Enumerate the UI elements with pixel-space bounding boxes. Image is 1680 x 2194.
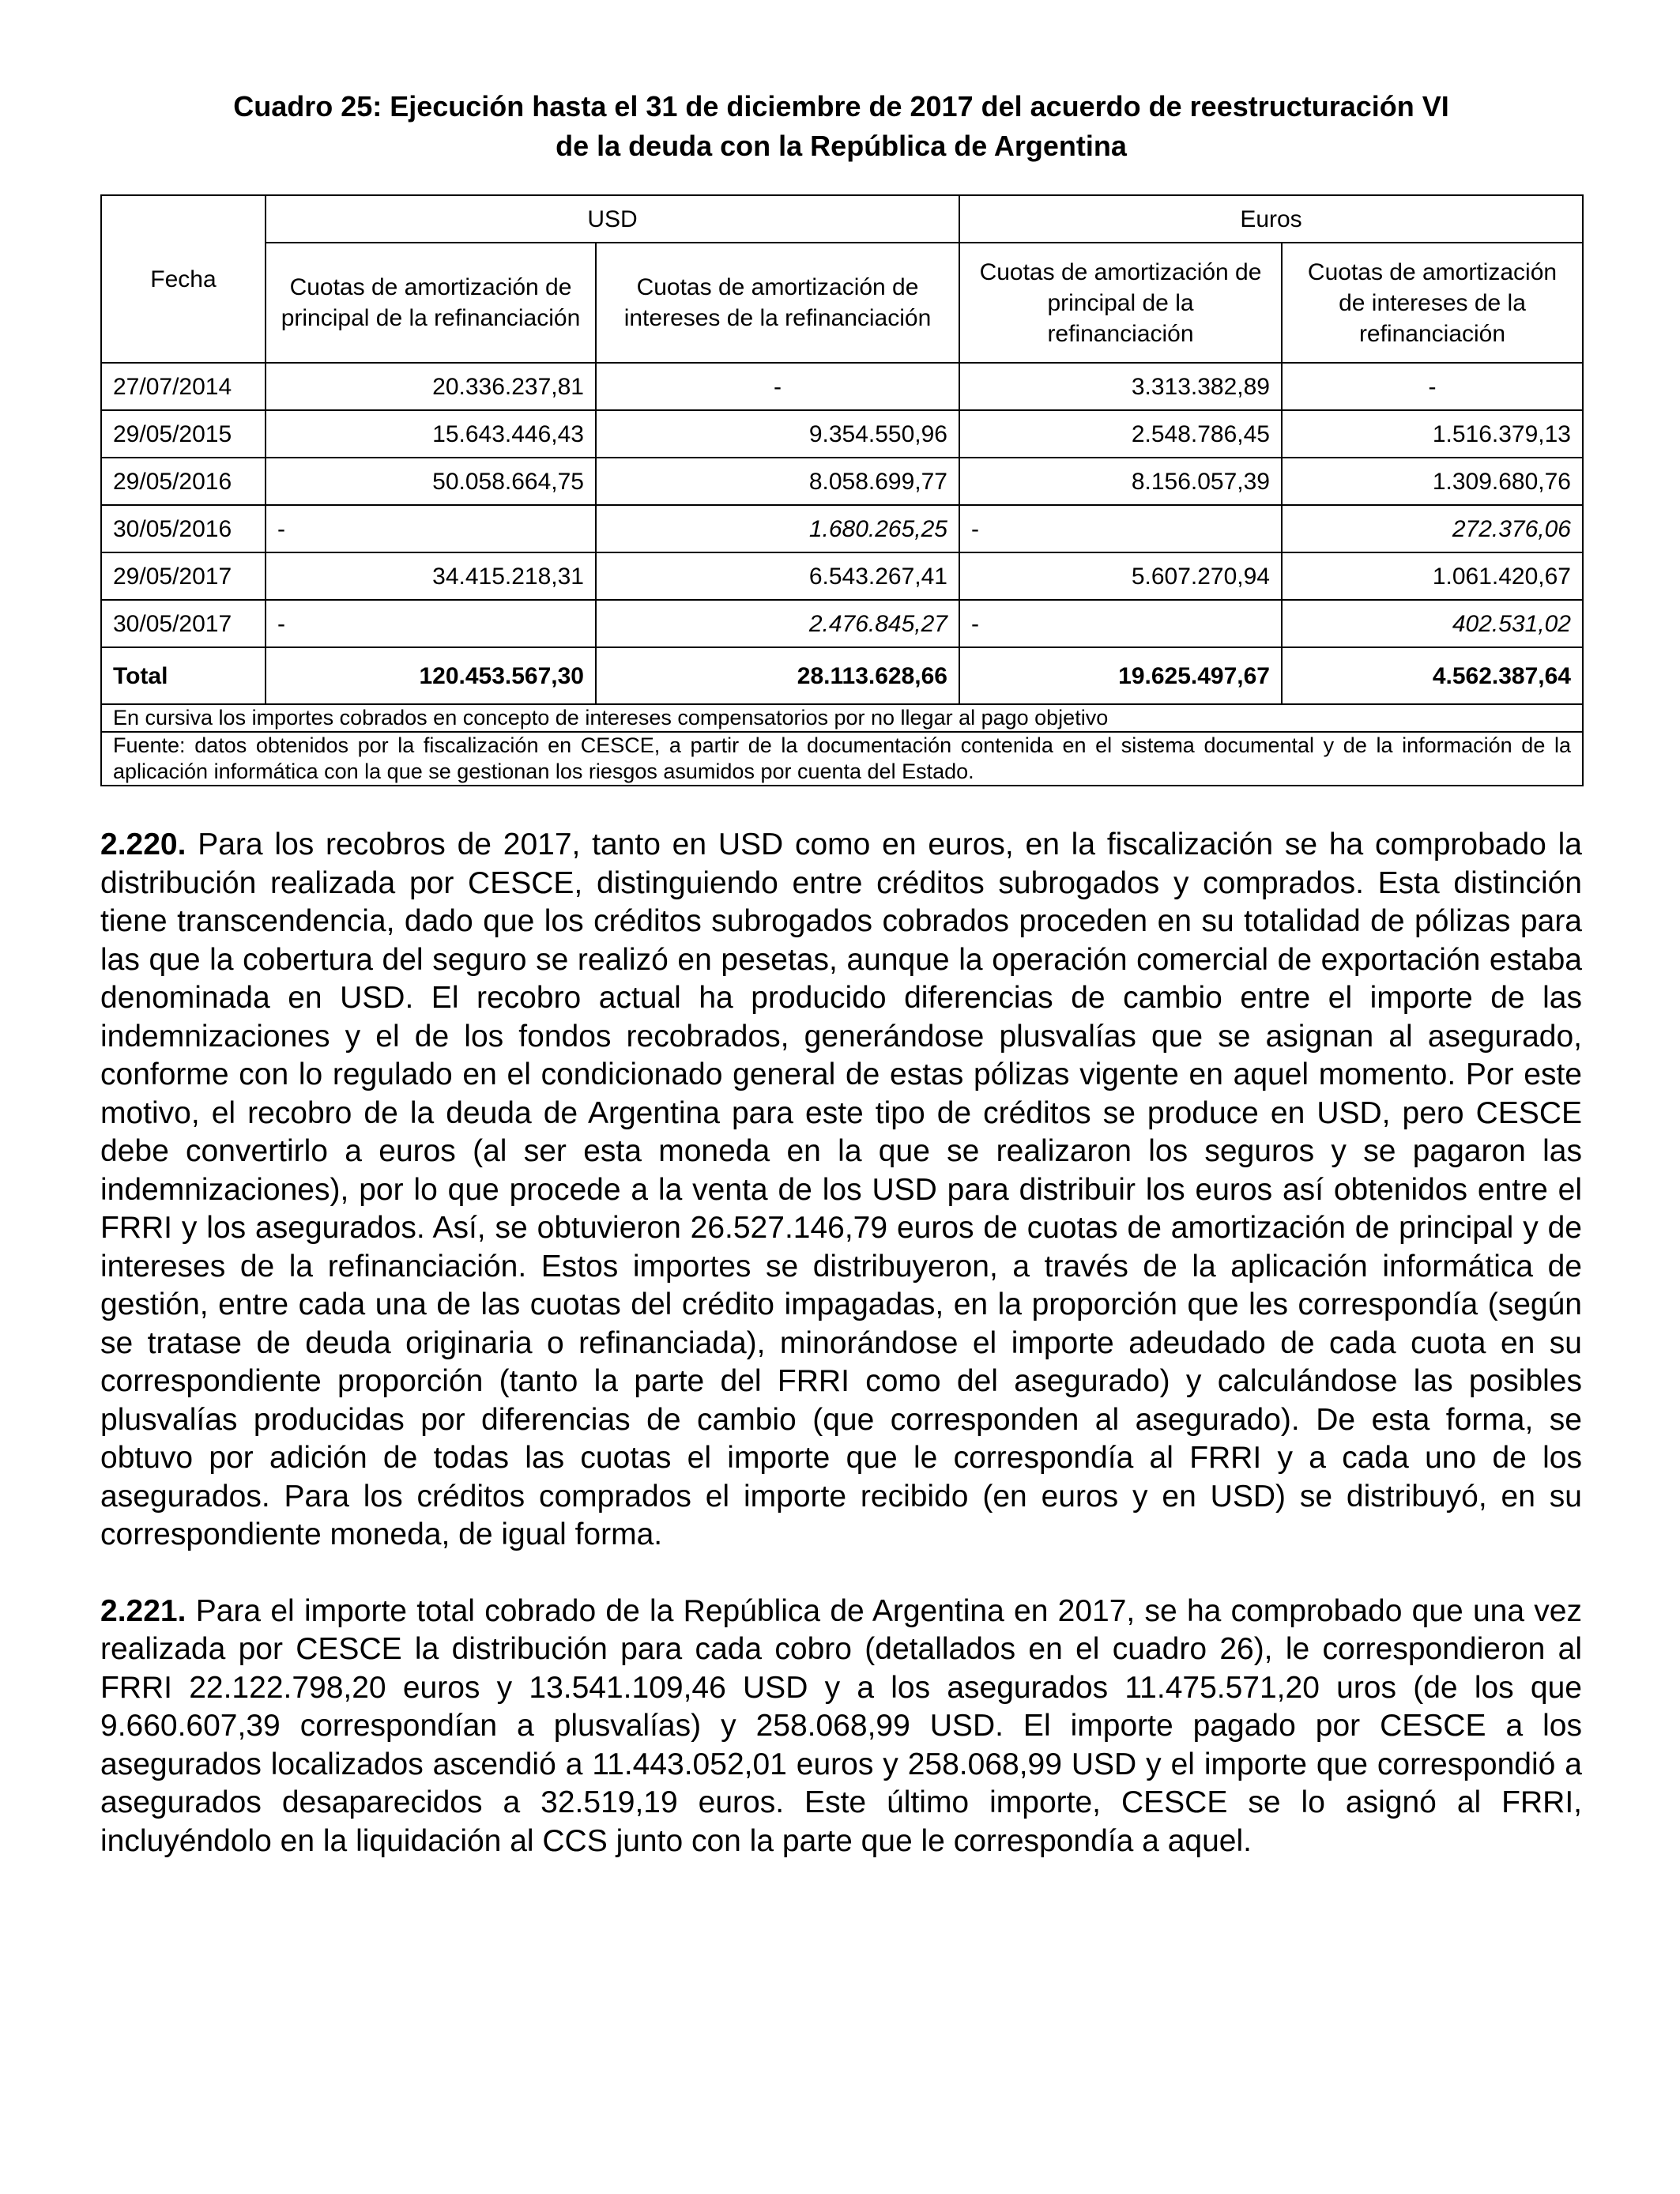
- total-usd-principal: 120.453.567,30: [266, 647, 596, 704]
- cell-euros-intereses: 272.376,06: [1282, 505, 1583, 552]
- table-source: Fuente: datos obtenidos por la fiscalización en CESCE, a partir de la documentación contenida en el sistema documental y de la información de la aplicación informática con la que se gestionan los riesgos asumidos por cuenta del Estado.: [101, 732, 1583, 786]
- table-row: [101, 505, 1583, 552]
- cell-euros-intereses: 1.309.680,76: [1282, 458, 1583, 505]
- header-usd-intereses: Cuotas de amortización de intereses de la refinanciación: [596, 243, 959, 363]
- header-group-usd: USD: [266, 195, 959, 243]
- cell-usd-intereses: 6.543.267,41: [596, 552, 959, 600]
- cell-usd-principal: -: [266, 505, 596, 552]
- document-page: [100, 87, 1582, 1860]
- cell-usd-intereses: 8.058.699,77: [596, 458, 959, 505]
- cell-euros-principal: -: [959, 505, 1282, 552]
- table-row: [101, 552, 1583, 600]
- cell-fecha: 27/07/2014: [101, 363, 266, 410]
- cell-usd-intereses: 1.680.265,25: [596, 505, 959, 552]
- total-euros-principal: 19.625.497,67: [959, 647, 1282, 704]
- cell-euros-intereses: 1.061.420,67: [1282, 552, 1583, 600]
- paragraph-number: 2.221.: [100, 1593, 186, 1628]
- cell-fecha: 30/05/2017: [101, 600, 266, 647]
- title-line-2: de la deuda con la República de Argentina: [556, 130, 1127, 162]
- cell-usd-principal: 34.415.218,31: [266, 552, 596, 600]
- source-row: [101, 732, 1583, 786]
- total-euros-intereses: 4.562.387,64: [1282, 647, 1583, 704]
- title-line-1: Cuadro 25: Ejecución hasta el 31 de diciembre de 2017 del acuerdo de reestructuración VI: [233, 90, 1449, 123]
- cell-usd-principal: -: [266, 600, 596, 647]
- table-row: [101, 410, 1583, 458]
- header-fecha: Fecha: [101, 195, 266, 363]
- cell-usd-intereses: -: [596, 363, 959, 410]
- cell-fecha: 29/05/2015: [101, 410, 266, 458]
- cell-usd-principal: 50.058.664,75: [266, 458, 596, 505]
- cell-euros-principal: 8.156.057,39: [959, 458, 1282, 505]
- total-usd-intereses: 28.113.628,66: [596, 647, 959, 704]
- cell-euros-principal: 2.548.786,45: [959, 410, 1282, 458]
- header-group-euros: Euros: [959, 195, 1583, 243]
- table-row: [101, 363, 1583, 410]
- header-euros-principal: Cuotas de amortización de principal de la refinanciación: [959, 243, 1282, 363]
- note-row: [101, 704, 1583, 732]
- cell-usd-principal: 15.643.446,43: [266, 410, 596, 458]
- cell-fecha: 29/05/2017: [101, 552, 266, 600]
- header-euros-intereses: Cuotas de amortización de intereses de la refinanciación: [1282, 243, 1583, 363]
- cell-euros-intereses: -: [1282, 363, 1583, 410]
- paragraph-text: Para los recobros de 2017, tanto en USD como en euros, en la fiscalización se ha comprobado la distribución realizada por CESCE, distinguiendo entre créditos subrogados y comprados. Esta distinción tiene transcendencia, dado que los créditos subrogados cobrados proceden en su totalidad de pólizas para las que la cobertura del seguro se realizó en pesetas, aunque la operación comercial de exportación estaba denominada en USD. El recobro actual ha producido diferencias de cambio entre el importe de las indemnizaciones y el de los fondos recobrados, generándose plusvalías que se asignan al asegurado, conforme con lo regulado en el condicionado general de estas pólizas vigente en aquel momento. Por este motivo, el recobro de la deuda de Argentina para este tipo de créditos se produce en USD, pero CESCE debe convertirlo a euros (al ser esta moneda en la que se realizaron los seguros y se pagaron las indemnizaciones), por lo que procede a la venta de los USD para distribuir los euros así obtenidos entre el FRRI y los asegurados. Así, se obtuvieron 26.527.146,79 euros de cuotas de amortización de principal y de intereses de la refinanciación. Estos importes se distribuyeron, a través de la aplicación informática de gestión, entre cada una de las cuotas del crédito impagadas, en la proporción que les correspondía (según se tratase de deuda originaria o refinanciada), minorándose el importe adeudado de cada cuota en su correspondiente proporción (tanto la parte del FRRI como del asegurado) y calculándose las posibles plusvalías producidas por diferencias de cambio (que corresponden al asegurado). De esta forma, se obtuvo por adición de todas las cuotas el importe que le correspondía al FRRI y a cada uno de los asegurados. Para los créditos comprados el importe recibido (en euros y en USD) se distribuyó, en su correspondiente moneda, de igual forma.: [100, 827, 1582, 1551]
- total-label: Total: [101, 647, 266, 704]
- cell-euros-principal: 3.313.382,89: [959, 363, 1282, 410]
- header-usd-principal: Cuotas de amortización de principal de la refinanciación: [266, 243, 596, 363]
- table-row: [101, 600, 1583, 647]
- cell-euros-intereses: 1.516.379,13: [1282, 410, 1583, 458]
- paragraph-number: 2.220.: [100, 827, 186, 861]
- cell-euros-principal: -: [959, 600, 1282, 647]
- paragraph-2-220: [100, 826, 1582, 1555]
- table-note: En cursiva los importes cobrados en concepto de intereses compensatorios por no llegar al pago objetivo: [101, 704, 1583, 732]
- cuadro-25-table: [100, 194, 1584, 786]
- cell-euros-principal: 5.607.270,94: [959, 552, 1282, 600]
- cell-usd-intereses: 2.476.845,27: [596, 600, 959, 647]
- cell-euros-intereses: 402.531,02: [1282, 600, 1583, 647]
- table-title: [100, 87, 1582, 166]
- paragraph-2-221: [100, 1593, 1582, 1861]
- cell-fecha: 30/05/2016: [101, 505, 266, 552]
- total-row: [101, 647, 1583, 704]
- cell-usd-intereses: 9.354.550,96: [596, 410, 959, 458]
- cell-usd-principal: 20.336.237,81: [266, 363, 596, 410]
- table-row: [101, 458, 1583, 505]
- paragraph-text: Para el importe total cobrado de la República de Argentina en 2017, se ha comprobado que una vez realizada por CESCE la distribución para cada cobro (detallados en el cuadro 26), le correspondieron al FRRI 22.122.798,20 euros y 13.541.109,46 USD y a los asegurados 11.475.571,20 uros (de los que 9.660.607,39 correspondían a plusvalías) y 258.068,99 USD. El importe pagado por CESCE a los asegurados localizados ascendió a 11.443.052,01 euros y 258.068,99 USD y el importe que correspondió a asegurados desaparecidos a 32.519,19 euros. Este último importe, CESCE se lo asignó al FRRI, incluyéndolo en la liquidación al CCS junto con la parte que le correspondía a aquel.: [100, 1593, 1582, 1858]
- cell-fecha: 29/05/2016: [101, 458, 266, 505]
